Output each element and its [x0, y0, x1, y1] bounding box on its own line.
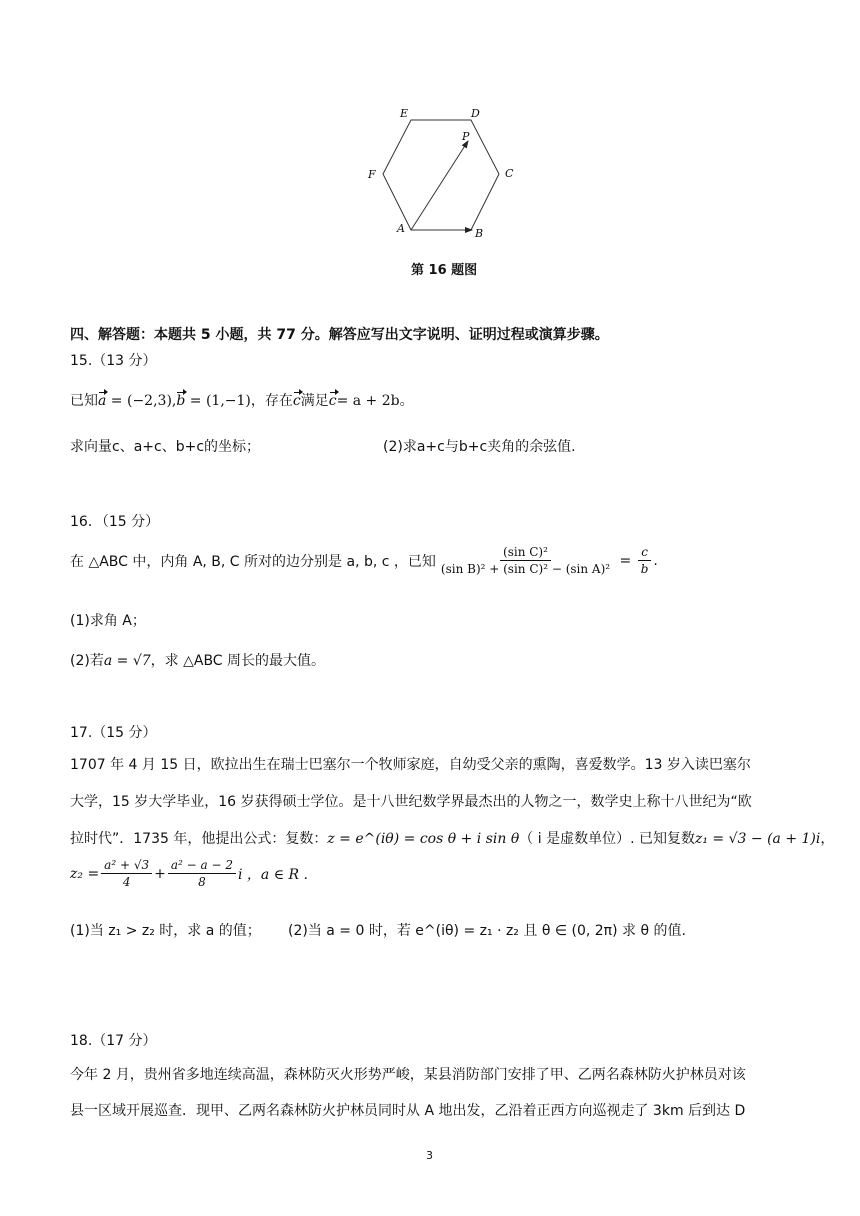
q16-number: 16．（15 分） [70, 514, 160, 530]
section-heading: 四、解答题：本题共 5 小题，共 77 分。解答应写出文字说明、证明过程或演算步骤。 [70, 327, 609, 343]
label-c: C [505, 167, 514, 180]
label-p: P [462, 130, 470, 143]
q18-line1: 今年 2 月，贵州省多地连续高温，森林防灭火形势严峻，某县消防部门安排了甲、乙两名森林防火护林员对该 [70, 1067, 746, 1083]
label-d: D [471, 107, 480, 120]
q16-part2: (2)若a = √7，求 △ABC 周长的最大值。 [70, 653, 326, 669]
q17-number: 17.（15 分） [70, 725, 157, 741]
q15-part1: 求向量c、a+c、b+c的坐标； [70, 439, 261, 455]
label-a: A [397, 222, 405, 235]
q17-line3: 拉时代”．1735 年，他提出公式：复数：z = e^(iθ) = cos θ + i sin θ（ i 是虚数单位）. 已知复数z₁ = √3 − (a + 1)i， [70, 831, 835, 847]
q18-number: 18.（17 分） [70, 1033, 157, 1049]
q16-fraction: $\frac{\text{(sin C)²}}{\text{(sin B)² + (sin C)² − (sin A)²}}$ [440, 545, 611, 576]
q17-line2: 大学，15 岁大学毕业，16 岁获得硕士学位。是十八世纪数学界最杰出的人物之一，数学史上称十八世纪为“欧 [70, 794, 752, 810]
label-b: B [475, 227, 484, 240]
q16-part1: (1)求角 A； [70, 613, 146, 629]
q17-line1: 1707 年 4 月 15 日，欧拉出生在瑞士巴塞尔一个牧师家庭，自幼受父亲的熏陶，喜爱数学。13 岁入读巴塞尔 [70, 757, 751, 773]
q18-line2: 县一区域开展巡查．现甲、乙两名森林防火护林员同时从 A 地出发，乙沿着正西方向巡视走了 3km 后到达 D [70, 1103, 746, 1119]
label-e: E [400, 107, 409, 120]
q17-z2: z₂ = $\frac{\text{a² + √3}}{4}$ + $\frac{\text{a² − a − 2}}{8}$ i ，a ∈ R . [70, 858, 308, 889]
q17-part2: (2)当 a = 0 时，若 e^(iθ) = z₁ · z₂ 且 θ ∈ (0, 2π) 求 θ 的值. [288, 923, 686, 939]
vector-ap [411, 141, 468, 230]
q17-part1: (1)当 z₁ > z₂ 时，求 a 的值； [70, 923, 261, 939]
q16-stem: 在 △ABC 中，内角 A, B, C 所对的边分别是 a, b, c ，已知 $\frac{\text{(sin C)²}}{\text{(sin B)² + (sin C)² − (sin A)²}}$ = $\frac{c}{b}$ . [70, 545, 658, 576]
page-number: 3 [426, 1149, 433, 1162]
q15-number: 15.（13 分） [70, 353, 157, 369]
q16-rhs: $\frac{c}{b}$ [638, 545, 652, 576]
hexagon-outline [383, 120, 499, 230]
figure-caption: 第 16 题图 [411, 263, 478, 278]
q15-stem: 已知a = (−2,3),b = (1,−1)，存在c满足c= a + 2b。 [70, 393, 414, 409]
q15-part2: (2)求a+c与b+c夹角的余弦值. [383, 439, 576, 455]
label-f: F [368, 168, 376, 181]
